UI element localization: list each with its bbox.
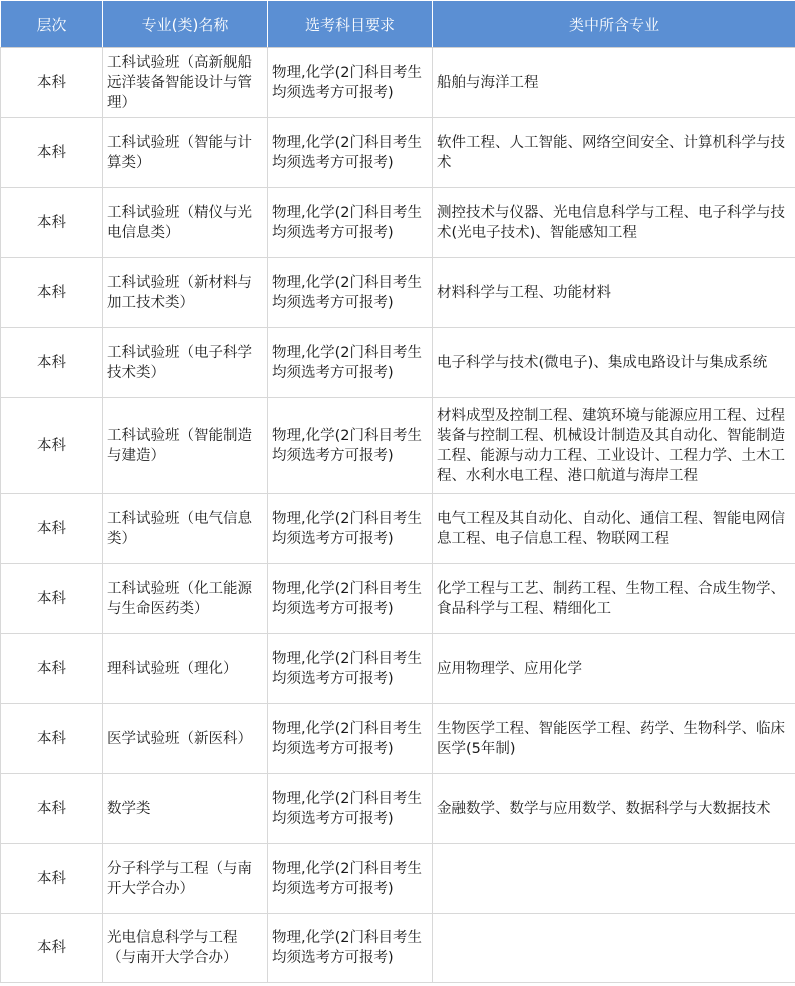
included-majors-cell: 应用物理学、应用化学	[433, 634, 795, 704]
table-row	[1, 844, 795, 914]
included-majors-cell	[433, 398, 795, 494]
level-cell: 本科	[1, 188, 103, 258]
subjects-cell: 物理,化学(2门科目考生均须选考方可报考)	[268, 494, 433, 564]
subjects-cell: 物理,化学(2门科目考生均须选考方可报考)	[268, 704, 433, 774]
level-cell: 本科	[1, 494, 103, 564]
level-cell: 本科	[1, 844, 103, 914]
level-cell: 本科	[1, 634, 103, 704]
table-row	[1, 328, 795, 398]
major-name-cell: 分子科学与工程（与南开大学合办）	[103, 844, 268, 914]
major-name-cell: 理科试验班（理化）	[103, 634, 268, 704]
header-row	[1, 1, 795, 48]
table-row	[1, 398, 795, 494]
included-majors-cell: 生物医学工程、智能医学工程、药学、生物科学、临床医学(5年制)	[433, 704, 795, 774]
major-name-cell: 工科试验班（新材料与加工技术类）	[103, 258, 268, 328]
subjects-cell: 物理,化学(2门科目考生均须选考方可报考)	[268, 398, 433, 494]
major-name-cell: 工科试验班（电气信息类）	[103, 494, 268, 564]
table-row	[1, 564, 795, 634]
included-majors-cell: 软件工程、人工智能、网络空间安全、计算机科学与技术	[433, 118, 795, 188]
major-name-cell: 工科试验班（精仪与光电信息类）	[103, 188, 268, 258]
subjects-cell: 物理,化学(2门科目考生均须选考方可报考)	[268, 118, 433, 188]
included-majors-cell: 化学工程与工艺、制药工程、生物工程、合成生物学、食品科学与工程、精细化工	[433, 564, 795, 634]
header-level: 层次	[1, 1, 103, 48]
subjects-cell: 物理,化学(2门科目考生均须选考方可报考)	[268, 258, 433, 328]
major-name-cell: 数学类	[103, 774, 268, 844]
subjects-cell: 物理,化学(2门科目考生均须选考方可报考)	[268, 914, 433, 983]
major-name-cell: 医学试验班（新医科）	[103, 704, 268, 774]
included-majors-cell: 材料科学与工程、功能材料	[433, 258, 795, 328]
major-name-cell: 光电信息科学与工程（与南开大学合办）	[103, 914, 268, 983]
subjects-cell: 物理,化学(2门科目考生均须选考方可报考)	[268, 844, 433, 914]
subjects-cell: 物理,化学(2门科目考生均须选考方可报考)	[268, 48, 433, 118]
major-name-cell: 工科试验班（智能与计算类）	[103, 118, 268, 188]
header-major-name: 专业(类)名称	[103, 1, 268, 48]
subjects-cell: 物理,化学(2门科目考生均须选考方可报考)	[268, 328, 433, 398]
table-row	[1, 118, 795, 188]
level-cell: 本科	[1, 48, 103, 118]
subjects-cell: 物理,化学(2门科目考生均须选考方可报考)	[268, 774, 433, 844]
table-row	[1, 258, 795, 328]
level-cell: 本科	[1, 118, 103, 188]
header-subject-requirement: 选考科目要求	[268, 1, 433, 48]
level-cell: 本科	[1, 328, 103, 398]
subjects-cell: 物理,化学(2门科目考生均须选考方可报考)	[268, 564, 433, 634]
table-row	[1, 774, 795, 844]
major-name-cell: 工科试验班（高新舰船远洋装备智能设计与管理）	[103, 48, 268, 118]
included-majors-cell: 测控技术与仪器、光电信息科学与工程、电子科学与技术(光电子技术)、智能感知工程	[433, 188, 795, 258]
major-name-cell: 工科试验班（电子科学技术类）	[103, 328, 268, 398]
level-cell: 本科	[1, 564, 103, 634]
level-cell: 本科	[1, 398, 103, 494]
included-majors-cell: 金融数学、数学与应用数学、数据科学与大数据技术	[433, 774, 795, 844]
subjects-cell: 物理,化学(2门科目考生均须选考方可报考)	[268, 188, 433, 258]
included-majors-cell: 电子科学与技术(微电子)、集成电路设计与集成系统	[433, 328, 795, 398]
major-name-cell: 工科试验班（智能制造与建造）	[103, 398, 268, 494]
header-included-majors: 类中所含专业	[433, 1, 795, 48]
included-majors-cell: 电气工程及其自动化、自动化、通信工程、智能电网信息工程、电子信息工程、物联网工程	[433, 494, 795, 564]
major-name-cell: 工科试验班（化工能源与生命医药类）	[103, 564, 268, 634]
table-row	[1, 494, 795, 564]
included-majors-text: 材料成型及控制工程、建筑环境与能源应用工程、过程装备与控制工程、机械设计制造及其自动化、智能制造工程、能源与动力工程、工业设计、工程力学、土木工程、水利水电工程、港口航道与海岸工程	[437, 407, 785, 484]
level-cell: 本科	[1, 704, 103, 774]
subjects-cell: 物理,化学(2门科目考生均须选考方可报考)	[268, 634, 433, 704]
table-row	[1, 914, 795, 983]
included-majors-cell: 船舶与海洋工程	[433, 48, 795, 118]
table-row	[1, 704, 795, 774]
table-row	[1, 634, 795, 704]
included-majors-cell	[433, 914, 795, 983]
table-row	[1, 48, 795, 118]
level-cell: 本科	[1, 258, 103, 328]
level-cell: 本科	[1, 774, 103, 844]
table-row	[1, 188, 795, 258]
level-cell: 本科	[1, 914, 103, 983]
included-majors-cell	[433, 844, 795, 914]
